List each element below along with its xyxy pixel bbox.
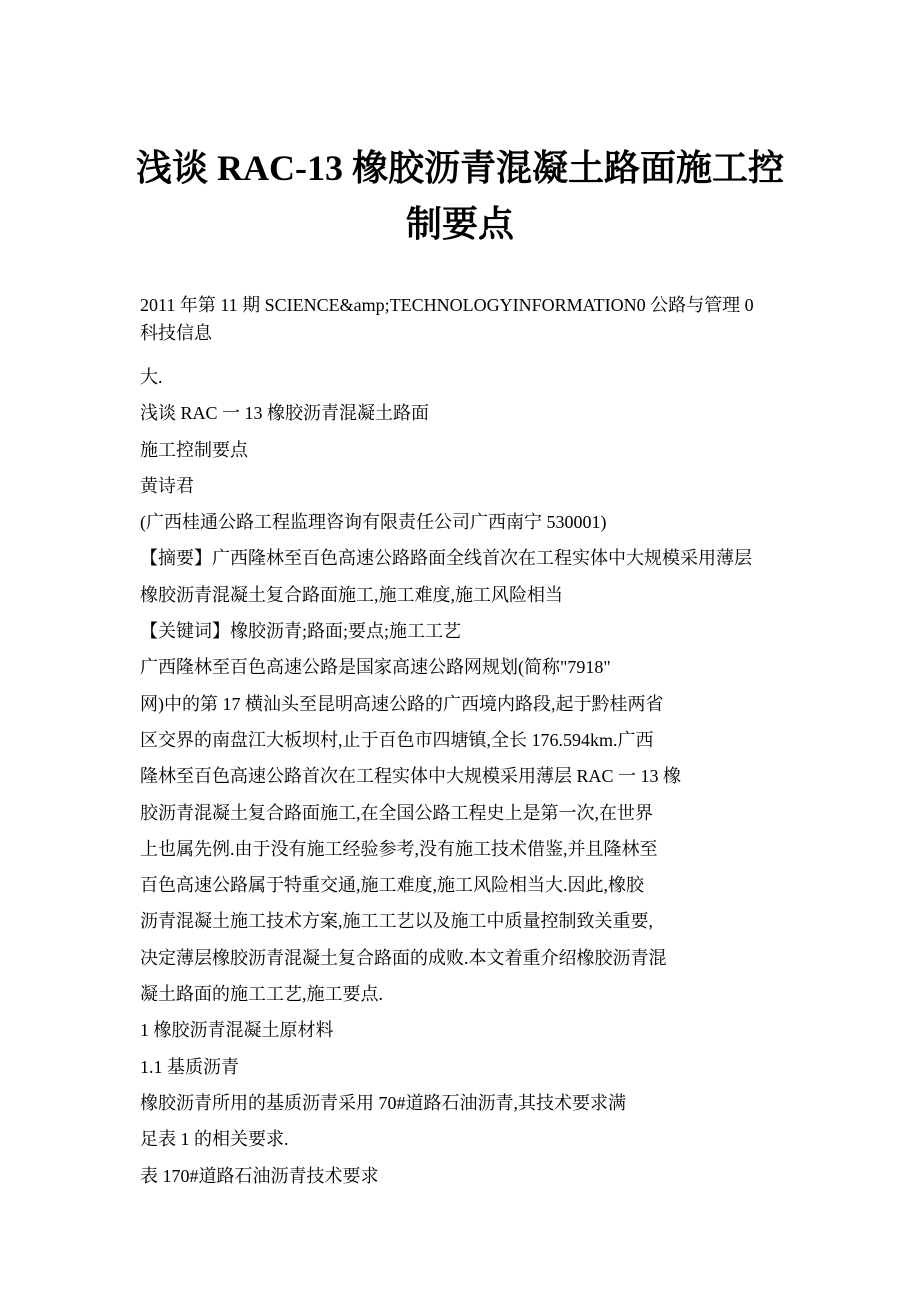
title-line: 浅谈 RAC-13 橡胶沥青混凝土路面施工控 (136, 148, 784, 188)
text-line: 施工控制要点 (140, 439, 248, 460)
text-line: 凝土路面的施工工艺,施工要点. (140, 984, 383, 1005)
document-body (140, 291, 800, 1198)
journal-header-line: 科技信息 (140, 323, 212, 343)
title-line: 制要点 (405, 204, 514, 244)
text-line: 黄诗君 (140, 475, 194, 496)
text-lines (140, 363, 800, 1198)
text-line: 隆林至百色高速公路首次在工程实体中大规模采用薄层 RAC 一 13 橡 (140, 766, 682, 787)
text-line: 【关键词】橡胶沥青;路面;要点;施工工艺 (140, 621, 462, 642)
text-line: (广西桂通公路工程监理咨询有限责任公司广西南宁 530001) (140, 512, 607, 533)
text-line: 【摘要】广西隆林至百色高速公路路面全线首次在工程实体中大规模采用薄层 (140, 548, 752, 569)
journal-header (140, 291, 800, 347)
text-line: 橡胶沥青混凝土复合路面施工,施工难度,施工风险相当 (140, 584, 563, 605)
text-line: 表 170#道路石油沥青技术要求 (140, 1165, 379, 1186)
journal-header-line: 2011 年第 11 期 SCIENCE&amp;TECHNOLOGYINFORMATION0 公路与管理 0 (140, 295, 754, 315)
text-line: 网)中的第 17 横汕头至昆明高速公路的广西境内路段,起于黔桂两省 (140, 693, 664, 714)
text-line: 决定薄层橡胶沥青混凝土复合路面的成败.本文着重介绍橡胶沥青混 (140, 947, 667, 968)
text-line: 区交界的南盘江大板坝村,止于百色市四塘镇,全长 176.594km.广西 (140, 729, 654, 750)
text-line: 足表 1 的相关要求. (140, 1129, 289, 1150)
text-line: 大. (140, 367, 163, 387)
text-line: 沥青混凝土施工技术方案,施工工艺以及施工中质量控制致关重要, (140, 911, 653, 932)
text-line: 胶沥青混凝土复合路面施工,在全国公路工程史上是第一次,在世界 (140, 802, 653, 823)
text-line: 百色高速公路属于特重交通,施工难度,施工风险相当大.因此,橡胶 (140, 875, 644, 896)
text-line: 广西隆林至百色高速公路是国家高速公路网规划(简称"7918" (140, 657, 611, 678)
text-line: 1.1 基质沥青 (140, 1056, 239, 1077)
text-line: 上也属先例.由于没有施工经验参考,没有施工技术借鉴,并且隆林至 (140, 838, 658, 859)
document-title (0, 140, 920, 252)
text-line: 橡胶沥青所用的基质沥青采用 70#道路石油沥青,其技术要求满 (140, 1092, 626, 1113)
text-line: 1 橡胶沥青混凝土原材料 (140, 1020, 334, 1041)
text-line: 浅谈 RAC 一 13 橡胶沥青混凝土路面 (140, 403, 430, 424)
